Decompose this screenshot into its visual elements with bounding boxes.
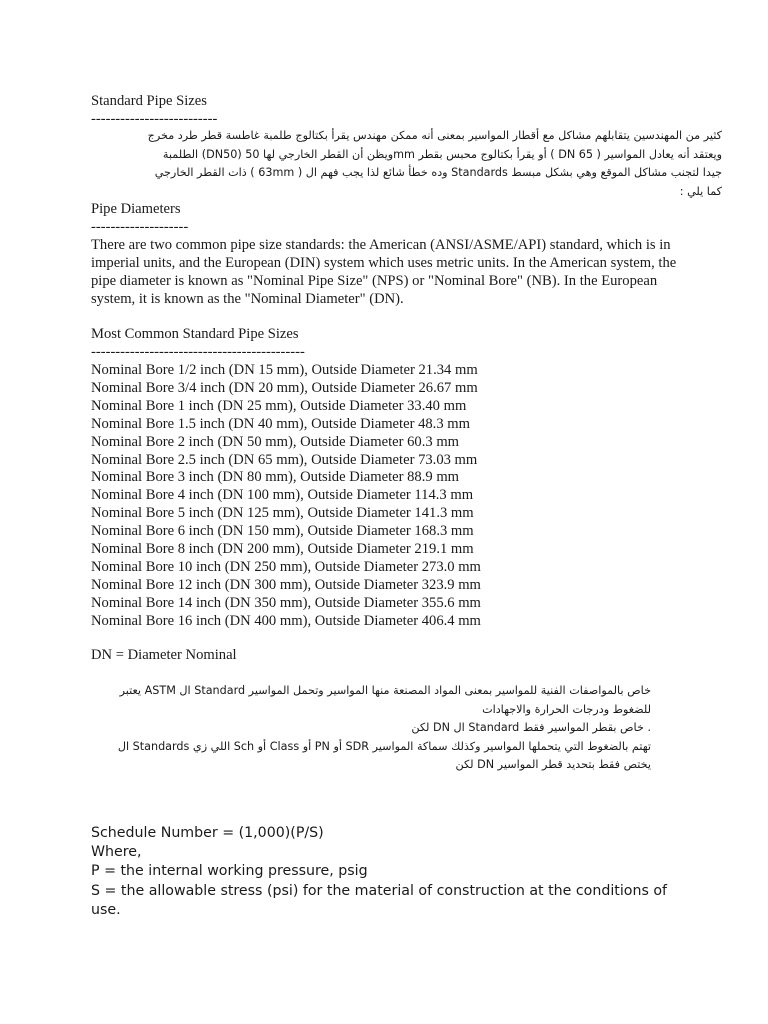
arabic-note-line: تهتم بالضغوط التي يتحملها المواسير وكذلك سماكة المواسير SDR أو PN أو Class أو Sch اللي زي Standards ال bbox=[117, 739, 651, 753]
arabic-intro-line: كثير من المهندسين يتقابلهم مشاكل مع أقطار المواسير بمعنى أنه ممكن مهندس يقرأ بكتالوج طلمبة غاطسة قطر طرد مخرج bbox=[147, 129, 722, 142]
list-item: Nominal Bore 8 inch (DN 200 mm), Outside Diameter 219.1 mm bbox=[91, 541, 474, 558]
section-rule: -------------------- bbox=[91, 218, 189, 235]
list-item: Nominal Bore 4 inch (DN 100 mm), Outside Diameter 114.3 mm bbox=[91, 487, 474, 504]
list-item: Nominal Bore 1/2 inch (DN 15 mm), Outside Diameter 21.34 mm bbox=[91, 362, 478, 378]
list-item: Nominal Bore 1.5 inch (DN 40 mm), Outside Diameter 48.3 mm bbox=[91, 415, 470, 432]
arabic-intro-line: جيدا لتجنب مشاكل الموقع وهي بشكل مبسط Standards وده خطأ شائع لذا يجب فهم ال ( 63mm ) ذات القطر الخارجي bbox=[154, 166, 722, 179]
p-definition: P = the internal working pressure, psig bbox=[91, 863, 368, 880]
common-sizes-section bbox=[91, 326, 681, 362]
pipe-sizes-list bbox=[91, 362, 681, 631]
schedule-number-section bbox=[91, 824, 681, 920]
document-title-block bbox=[91, 93, 681, 129]
arabic-note-line: للضغوط ودرجات الحرارة والاجهادات bbox=[482, 702, 651, 716]
list-item: Nominal Bore 2 inch (DN 50 mm), Outside Diameter 60.3 mm bbox=[91, 433, 460, 450]
list-item: Nominal Bore 3 inch (DN 80 mm), Outside Diameter 88.9 mm bbox=[91, 469, 460, 486]
dn-definition bbox=[91, 647, 681, 665]
list-item: Nominal Bore 16 inch (DN 400 mm), Outside Diameter 406.4 mm bbox=[91, 612, 481, 629]
arabic-note-line: يختص فقط بتحديد قطر المواسير DN لكن bbox=[455, 758, 651, 771]
arabic-note-line: . خاص بقطر المواسير فقط Standard ال DN لكن bbox=[411, 721, 651, 734]
list-item: Nominal Bore 12 inch (DN 300 mm), Outside Diameter 323.9 mm bbox=[91, 576, 481, 593]
arabic-intro-line: ويعتقد أنه يعادل المواسير ( DN 65 ) أو يقرأ بكتالوج محبس بقطر mmويظن أن القطر الخارجي لها 50 (DN50) الطلمبة bbox=[162, 147, 722, 161]
list-item: Nominal Bore 10 inch (DN 250 mm), Outside Diameter 273.0 mm bbox=[91, 558, 481, 575]
schedule-formula: Schedule Number = (1,000)(P/S) bbox=[91, 825, 324, 841]
list-item: Nominal Bore 14 inch (DN 350 mm), Outside Diameter 355.6 mm bbox=[91, 594, 481, 611]
arabic-notes bbox=[31, 682, 651, 775]
page-title: Standard Pipe Sizes bbox=[91, 93, 207, 109]
list-item: Nominal Bore 3/4 inch (DN 20 mm), Outside Diameter 26.67 mm bbox=[91, 379, 478, 396]
list-item: Nominal Bore 2.5 inch (DN 65 mm), Outside Diameter 73.03 mm bbox=[91, 451, 478, 468]
pipe-diameters-section bbox=[91, 201, 681, 237]
section-heading: Pipe Diameters bbox=[91, 201, 181, 217]
where-label: Where, bbox=[91, 844, 142, 861]
title-rule: -------------------------- bbox=[91, 110, 218, 127]
section-rule: -------------------------------------------- bbox=[91, 343, 305, 360]
list-item: Nominal Bore 6 inch (DN 150 mm), Outside Diameter 168.3 mm bbox=[91, 523, 474, 540]
s-definition: S = the allowable stress (psi) for the material of construction at the conditions of use. bbox=[91, 882, 668, 918]
arabic-note-line: خاص بالمواصفات الفنية للمواسير بمعنى المواد المصنعة منها المواسير وتحمل المواسير Standard ال ASTM يعتبر bbox=[119, 684, 651, 697]
section-heading: Most Common Standard Pipe Sizes bbox=[91, 326, 299, 342]
dn-definition-text: DN = Diameter Nominal bbox=[91, 647, 237, 663]
arabic-intro bbox=[42, 127, 722, 201]
intro-paragraph: There are two common pipe size standards: the American (ANSI/ASME/API) standard, which is in imperial units, and the European (DIN) system which uses metric units. In the American system, the pipe diameter is known as "Nominal Pipe Size" (NPS) or "Nominal Bore" (NB). In the European system, it is known as the "Nominal Diameter" (DN). bbox=[91, 237, 677, 307]
list-item: Nominal Bore 1 inch (DN 25 mm), Outside Diameter 33.40 mm bbox=[91, 397, 467, 414]
list-item: Nominal Bore 5 inch (DN 125 mm), Outside Diameter 141.3 mm bbox=[91, 505, 474, 522]
arabic-intro-line: كما يلي : bbox=[679, 184, 722, 198]
